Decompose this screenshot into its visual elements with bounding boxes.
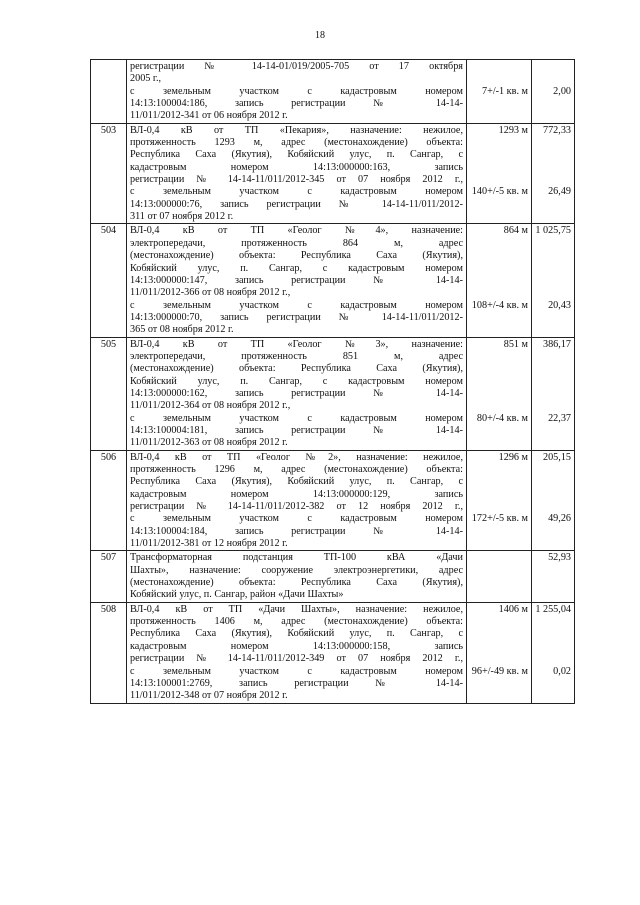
table-row bbox=[91, 123, 575, 224]
object-description bbox=[127, 450, 467, 551]
description-line: Республика Саха (Якутия), Кобяйский улус, п. Сангар, с bbox=[130, 476, 463, 488]
value-cell bbox=[532, 551, 575, 602]
description-line: Республика Саха (Якутия), Кобяйский улус, п. Сангар, с bbox=[130, 149, 463, 161]
property-registry-table bbox=[90, 59, 575, 704]
object-description bbox=[127, 602, 467, 703]
description-line: Кобяйский улус, п. Сангар, район «Дачи Шахты» bbox=[130, 589, 344, 601]
object-description bbox=[127, 224, 467, 337]
description-line: с земельным участком с кадастровым номером bbox=[130, 513, 463, 525]
object-value: 52,93 bbox=[548, 552, 571, 564]
description-line: с земельным участком с кадастровым номером bbox=[130, 85, 463, 97]
object-size: 1406 м bbox=[498, 603, 528, 615]
page-number: 18 bbox=[315, 30, 325, 41]
land-size: 172+/-5 кв. м bbox=[471, 513, 528, 525]
description-line: кадастровым номером 14:13:000000:129, запись bbox=[130, 488, 463, 500]
description-line: протяженность 1293 м, адрес (местонахождение) объекта: bbox=[130, 137, 463, 149]
value-cell bbox=[532, 602, 575, 703]
object-value: 1 025,75 bbox=[535, 225, 571, 237]
size-cell bbox=[467, 450, 532, 551]
description-line: кадастровым номером 14:13:000000:158, запись bbox=[130, 640, 463, 652]
description-line: (местонахождение) объекта: Республика Саха (Якутия), bbox=[130, 250, 463, 262]
description-line: 14:13:100004:181, запись регистрации № 14-14- bbox=[130, 424, 463, 436]
row-number: 504 bbox=[91, 224, 127, 337]
description-line: Республика Саха (Якутия), Кобяйский улус, п. Сангар, с bbox=[130, 628, 463, 640]
table-row bbox=[91, 450, 575, 551]
description-line: регистрации № 14-14-11/011/2012-382 от 12 ноября 2012 г., bbox=[130, 501, 463, 513]
row-number: 508 bbox=[91, 602, 127, 703]
description-line: регистрации № 14-14-11/011/2012-349 от 07 ноября 2012 г., bbox=[130, 653, 463, 665]
description-line: 11/011/2012-366 от 08 ноября 2012 г., bbox=[130, 287, 291, 299]
object-description bbox=[127, 551, 467, 602]
object-description bbox=[127, 60, 467, 124]
description-line: 11/011/2012-364 от 08 ноября 2012 г., bbox=[130, 400, 291, 412]
description-line: 11/011/2012-381 от 12 ноября 2012 г. bbox=[130, 538, 288, 550]
land-value: 26,49 bbox=[548, 186, 571, 198]
description-line: Кобяйский улус, п. Сангар, с кадастровым номером bbox=[130, 375, 463, 387]
table-row bbox=[91, 60, 575, 124]
description-line: (местонахождение) объекта: Республика Саха (Якутия), bbox=[130, 577, 463, 589]
description-line: ВЛ-0,4 кВ от ТП «Геолог №4», назначение: bbox=[130, 225, 463, 237]
object-size bbox=[470, 552, 528, 564]
description-line: Шахты», назначение: сооружение электроэнергетики, адрес bbox=[130, 564, 463, 576]
description-line: ВЛ-0,4 кВ от ТП «Дачи Шахты», назначение: нежилое, bbox=[130, 603, 463, 615]
land-size: 140+/-5 кв. м bbox=[471, 186, 528, 198]
description-line: 14:13:100004:186, запись регистрации № 14-14- bbox=[130, 98, 463, 110]
value-cell bbox=[532, 60, 575, 124]
row-number: 505 bbox=[91, 337, 127, 450]
object-description bbox=[127, 123, 467, 224]
size-cell bbox=[467, 602, 532, 703]
description-line: ВЛ-0,4 кВ от ТП «Геолог №2», назначение: нежилое, bbox=[130, 451, 463, 463]
description-line: регистрации № 14-14-01/019/2005-705 от 17 октября bbox=[130, 61, 463, 72]
land-size: 96+/-49 кв. м bbox=[471, 665, 528, 677]
description-line: с земельным участком с кадастровым номером bbox=[130, 412, 463, 424]
table-row bbox=[91, 337, 575, 450]
land-size: 7+/-1 кв. м bbox=[481, 85, 528, 97]
description-line: электропередачи, протяженность 864 м, адрес bbox=[130, 237, 463, 249]
description-line: кадастровым номером 14:13:000000:163, запись bbox=[130, 161, 463, 173]
object-size bbox=[470, 61, 528, 73]
row-number: 506 bbox=[91, 450, 127, 551]
description-line: 14:13:000000:70, запись регистрации № 14-14-11/011/2012- bbox=[130, 311, 463, 323]
description-line: регистрации № 14-14-11/011/2012-345 от 07 ноября 2012 г., bbox=[130, 174, 463, 186]
description-line: с земельным участком с кадастровым номером bbox=[130, 186, 463, 198]
object-value: 772,33 bbox=[542, 124, 571, 136]
description-line: Кобяйский улус, п. Сангар, с кадастровым номером bbox=[130, 262, 463, 274]
description-line: ВЛ-0,4 кВ от ТП «Геолог №3», назначение: bbox=[130, 338, 463, 350]
description-line: 2005 г., bbox=[130, 73, 162, 85]
description-line: 11/011/2012-363 от 08 ноября 2012 г. bbox=[130, 437, 288, 449]
land-value: 20,43 bbox=[548, 299, 571, 311]
registry-body bbox=[91, 60, 575, 704]
description-line: 14:13:100004:184, запись регистрации № 14-14- bbox=[130, 525, 463, 537]
description-line: 14:13:000000:147, запись регистрации № 14-14- bbox=[130, 274, 463, 286]
size-cell bbox=[467, 123, 532, 224]
description-line: с земельным участком с кадастровым номером bbox=[130, 299, 463, 311]
table-row bbox=[91, 551, 575, 602]
description-line: 311 от 07 ноября 2012 г. bbox=[130, 211, 234, 223]
size-cell bbox=[467, 60, 532, 124]
row-number: 507 bbox=[91, 551, 127, 602]
object-value: 1 255,04 bbox=[535, 603, 571, 615]
row-number bbox=[91, 60, 127, 124]
description-line: Трансформаторная подстанция ТП-100 кВА «Дачи bbox=[130, 552, 463, 564]
description-line: 365 от 08 ноября 2012 г. bbox=[130, 324, 234, 336]
land-value: 0,02 bbox=[553, 665, 571, 677]
description-line: электропередачи, протяженность 851 м, адрес bbox=[130, 350, 463, 362]
description-line: 14:13:000000:76, запись регистрации № 14-14-11/011/2012- bbox=[130, 198, 463, 210]
size-cell bbox=[467, 551, 532, 602]
object-size: 864 м bbox=[503, 225, 528, 237]
table-row bbox=[91, 602, 575, 703]
value-cell bbox=[532, 224, 575, 337]
description-line: протяженность 1406 м, адрес (местонахождение) объекта: bbox=[130, 616, 463, 628]
land-size: 80+/-4 кв. м bbox=[476, 412, 528, 424]
value-cell bbox=[532, 450, 575, 551]
description-line: протяженность 1296 м, адрес (местонахождение) объекта: bbox=[130, 464, 463, 475]
description-line: ВЛ-0,4 кВ от ТП «Пекария», назначение: нежилое, bbox=[130, 124, 463, 136]
land-size: 108+/-4 кв. м bbox=[471, 299, 528, 311]
description-line: 11/011/2012-348 от 07 ноября 2012 г. bbox=[130, 690, 288, 702]
object-size: 1293 м bbox=[498, 124, 528, 136]
row-number: 503 bbox=[91, 123, 127, 224]
object-size: 1296 м bbox=[498, 451, 528, 463]
description-line: (местонахождение) объекта: Республика Саха (Якутия), bbox=[130, 363, 463, 375]
object-value: 386,17 bbox=[542, 338, 571, 350]
object-size: 851 м bbox=[503, 338, 528, 350]
size-cell bbox=[467, 224, 532, 337]
value-cell bbox=[532, 337, 575, 450]
object-value bbox=[535, 61, 571, 73]
table-row bbox=[91, 224, 575, 337]
object-value: 205,15 bbox=[542, 451, 571, 463]
object-description bbox=[127, 337, 467, 450]
description-line: 11/011/2012-341 от 06 ноября 2012 г. bbox=[130, 110, 288, 122]
land-value: 22,37 bbox=[548, 412, 571, 424]
land-value: 2,00 bbox=[553, 85, 571, 97]
description-line: 14:13:100001:2769, запись регистрации № 14-14- bbox=[130, 677, 463, 689]
size-cell bbox=[467, 337, 532, 450]
value-cell bbox=[532, 123, 575, 224]
land-value: 49,26 bbox=[548, 513, 571, 525]
description-line: 14:13:000000:162, запись регистрации № 14-14- bbox=[130, 387, 463, 399]
description-line: с земельным участком с кадастровым номером bbox=[130, 665, 463, 677]
